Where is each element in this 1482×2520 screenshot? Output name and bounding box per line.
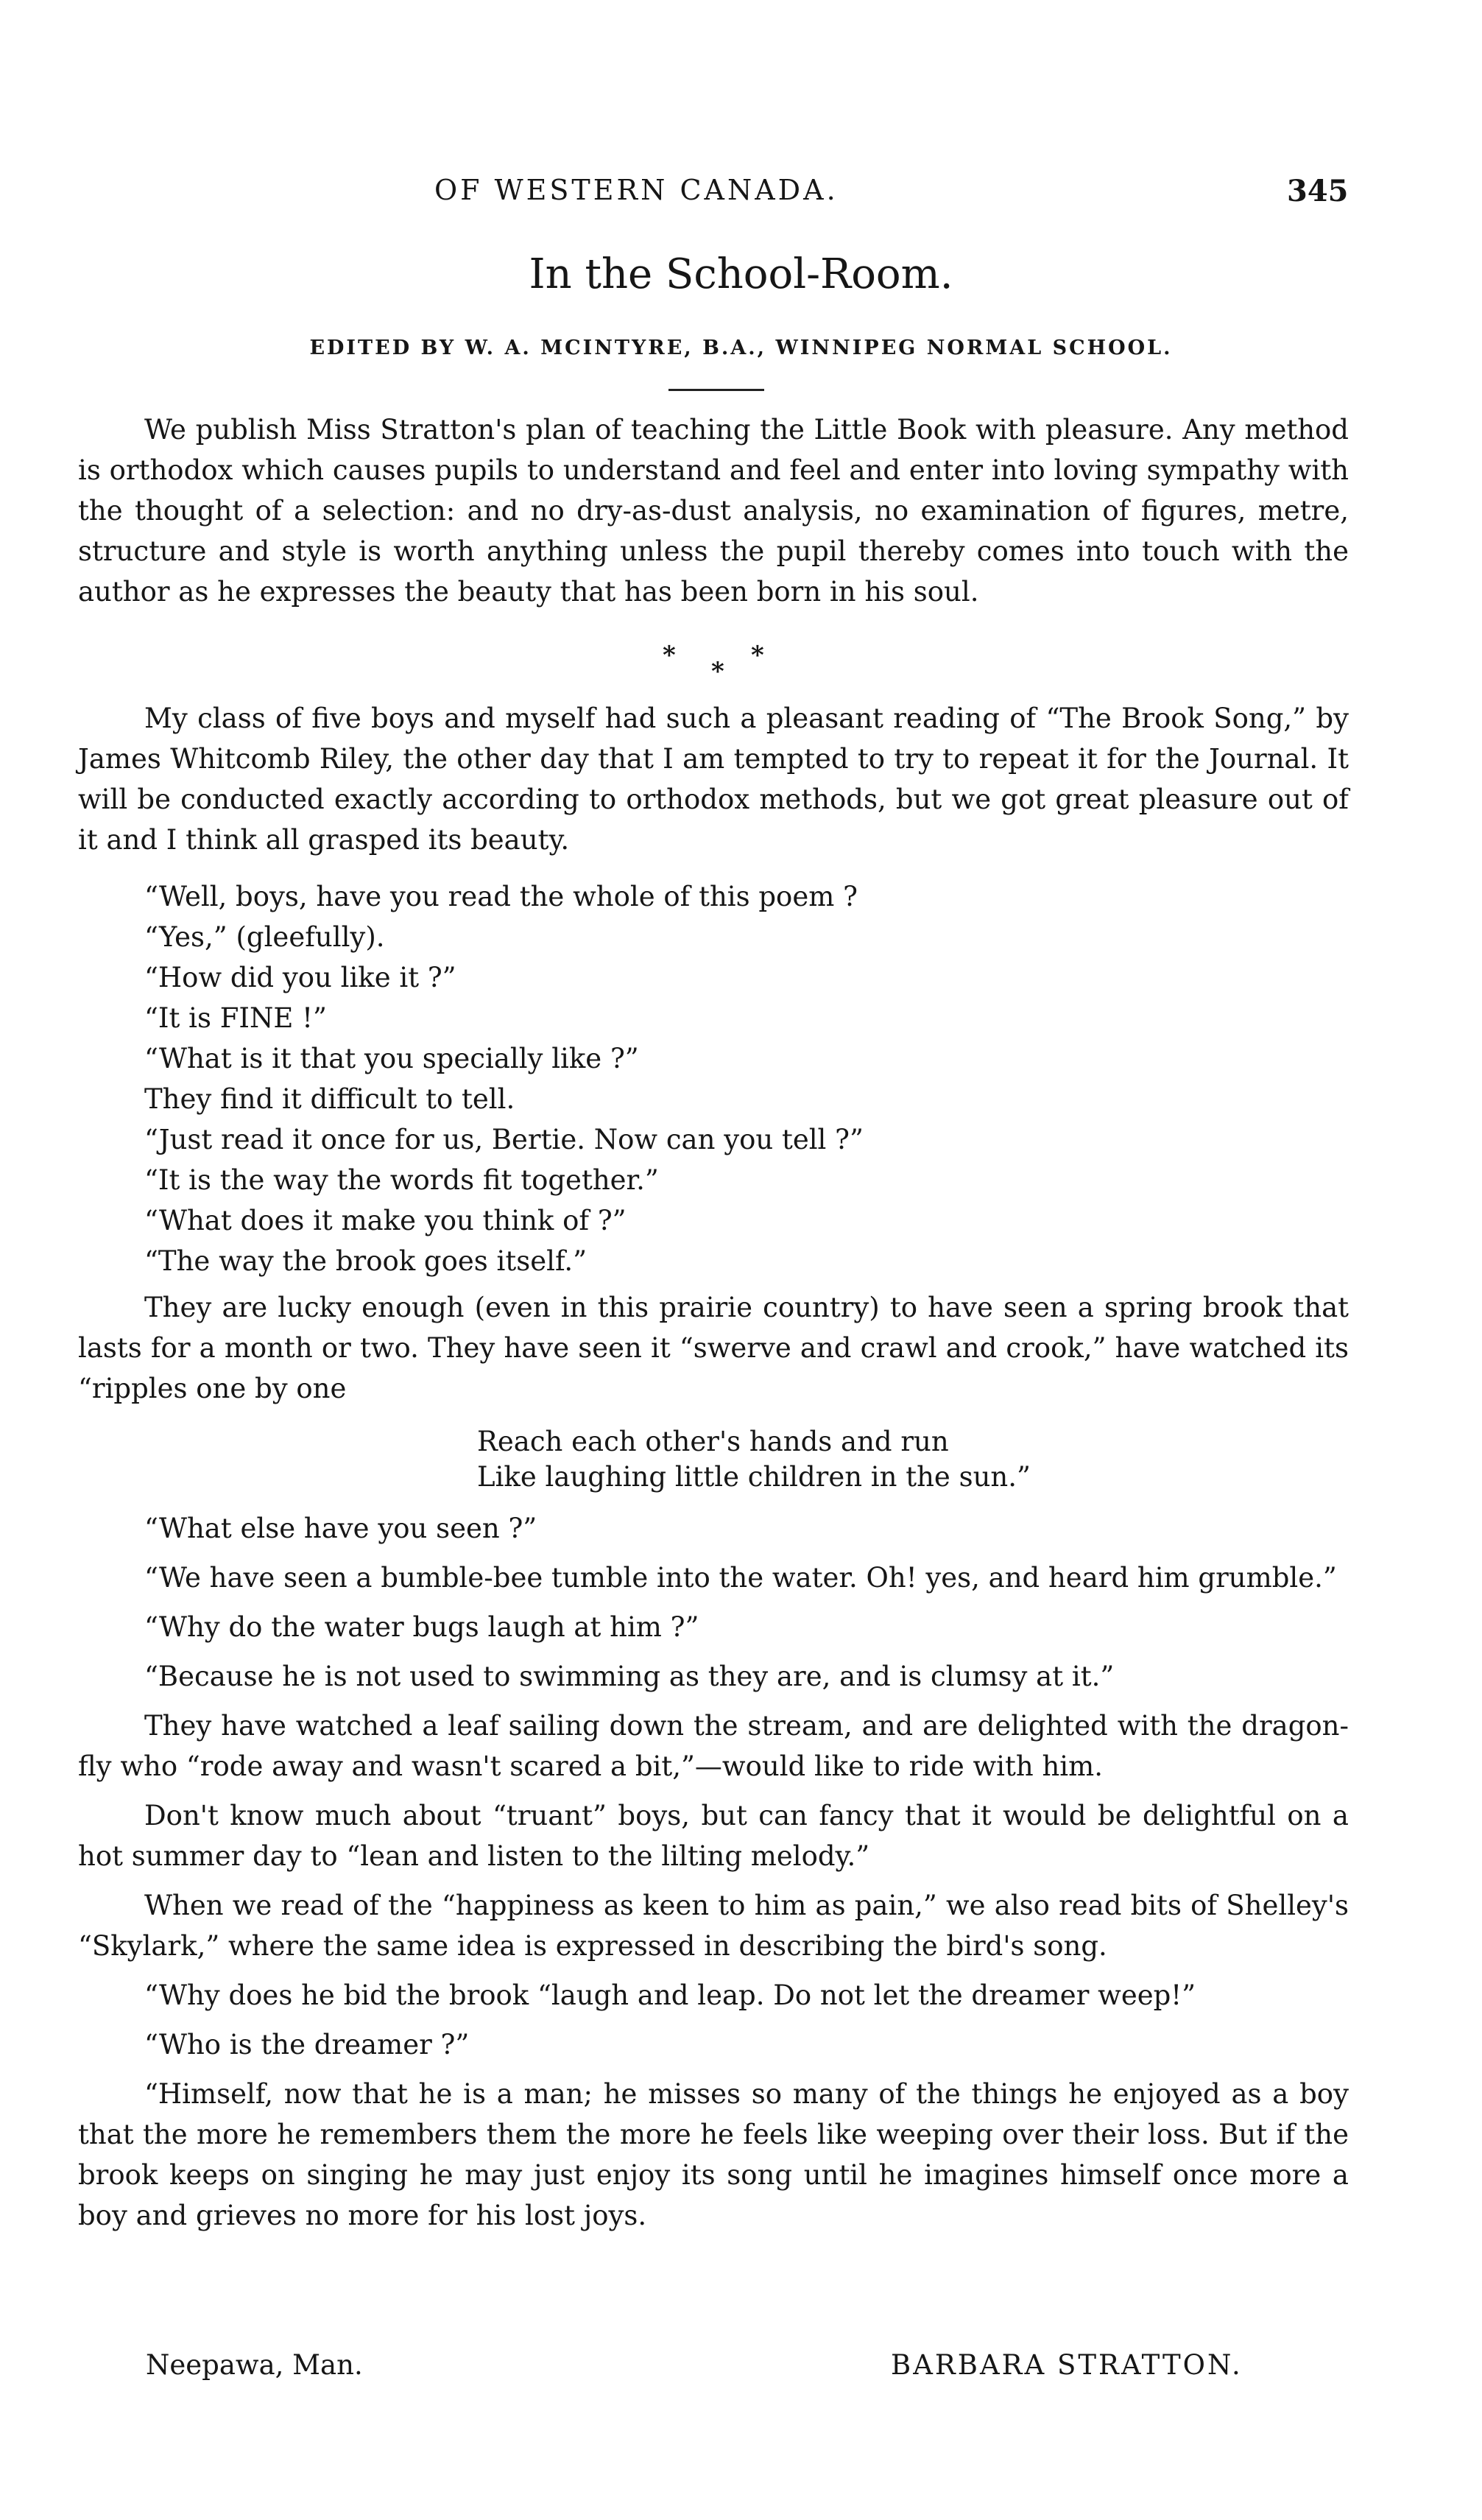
asterism-star: * (711, 657, 724, 686)
verse-quote (477, 1424, 1287, 1495)
dialogue-line: “Well, boys, have you read the whole of this poem ? (144, 881, 858, 912)
dialogue-line: “It is FINE !” (144, 1002, 327, 1034)
dialogue-line: “What is it that you specially like ?” (144, 1043, 639, 1074)
body-paragraph: “We have seen a bumble-bee tumble into the water. Oh! yes, and heard him grumble.” (144, 1562, 1337, 1594)
intro-block (78, 409, 1349, 612)
body-paragraph: “What else have you seen ?” (144, 1513, 537, 1544)
body-paragraph: “Why does he bid the brook “laugh and leap. Do not let the dreamer weep!” (144, 1979, 1196, 2011)
body-block-3 (78, 1508, 1349, 2236)
asterism-star: * (751, 641, 764, 670)
dialogue-block (78, 876, 1349, 1281)
body-block-2 (78, 1287, 1349, 1409)
body-paragraph: Don't know much about “truant” boys, but can fancy that it would be delightful on a hot summer day to “lean and listen to the lilting melody.” (78, 1800, 1349, 1872)
body-paragraph: “Because he is not used to swimming as they are, and is clumsy at it.” (144, 1661, 1115, 1692)
body-paragraph: “Who is the dreamer ?” (144, 2029, 470, 2060)
dialogue-line: “What does it make you think of ?” (144, 1205, 627, 1236)
body-paragraph: They have watched a leaf sailing down the stream, and are delighted with the dragon-fly who “rode away and wasn't scared a bit,”—would like to ride with him. (78, 1710, 1349, 1782)
dialogue-line: They find it difficult to tell. (144, 1083, 515, 1115)
signature-place: Neepawa, Man. (146, 2349, 363, 2381)
body-paragraph: “Why do the water bugs laugh at him ?” (144, 1611, 699, 1643)
running-head: OF WESTERN CANADA. (434, 174, 839, 206)
editor-line: EDITED BY W. A. MCINTYRE, B.A., WINNIPEG NORMAL SCHOOL. (309, 337, 1173, 359)
dialogue-line: “How did you like it ?” (144, 962, 456, 993)
body-block-1 (78, 698, 1349, 860)
verse-line: Reach each other's hands and run (477, 1426, 949, 1457)
body-paragraph: When we read of the “happiness as keen to him as pain,” we also read bits of Shelley's “Skylark,” where the same idea is expressed in describing the bird's song. (78, 1890, 1349, 1962)
title-rule (668, 389, 764, 391)
dialogue-line: “The way the brook goes itself.” (144, 1245, 587, 1277)
body-paragraph: “Himself, now that he is a man; he misses so many of the things he enjoyed as a boy that the more he remembers them the more he feels like weeping over their loss. But if the brook keeps on singing he may just enjoy its song until he imagines himself once more a boy and grieves no more for his lost joys. (78, 2078, 1349, 2231)
dialogue-line: “Yes,” (gleefully). (144, 921, 385, 953)
asterism (648, 641, 780, 692)
body-paragraph: They are lucky enough (even in this prairie country) to have seen a spring brook that lasts for a month or two. They have seen it “swerve and crawl and crook,” have watched its “ripples one by one (78, 1292, 1349, 1404)
verse-line: Like laughing little children in the sun.” (477, 1461, 1031, 1493)
page-number: 345 (1287, 174, 1349, 208)
signature-name: BARBARA STRATTON. (891, 2349, 1243, 2381)
asterism-star: * (663, 641, 676, 670)
dialogue-line: “Just read it once for us, Bertie. Now can you tell ?” (144, 1124, 864, 1155)
intro-paragraph: We publish Miss Stratton's plan of teaching the Little Book with pleasure. Any method is orthodox which causes pupils to understand and feel and enter into loving sympathy with the thought of a selection: and no dry-as-dust analysis, no examination of figures, metre, structure and style is worth anything unless the pupil thereby comes into touch with the author as he expresses the beauty that has been born in his soul. (78, 414, 1349, 608)
body-paragraph: My class of five boys and myself had such a pleasant reading of “The Brook Song,” by James Whitcomb Riley, the other day that I am tempted to try to repeat it for the Journal. It will be conducted exactly according to orthodox methods, but we got great pleasure out of it and I think all grasped its beauty. (78, 703, 1349, 856)
dialogue-line: “It is the way the words fit together.” (144, 1164, 659, 1196)
article-title: In the School-Room. (529, 250, 953, 298)
